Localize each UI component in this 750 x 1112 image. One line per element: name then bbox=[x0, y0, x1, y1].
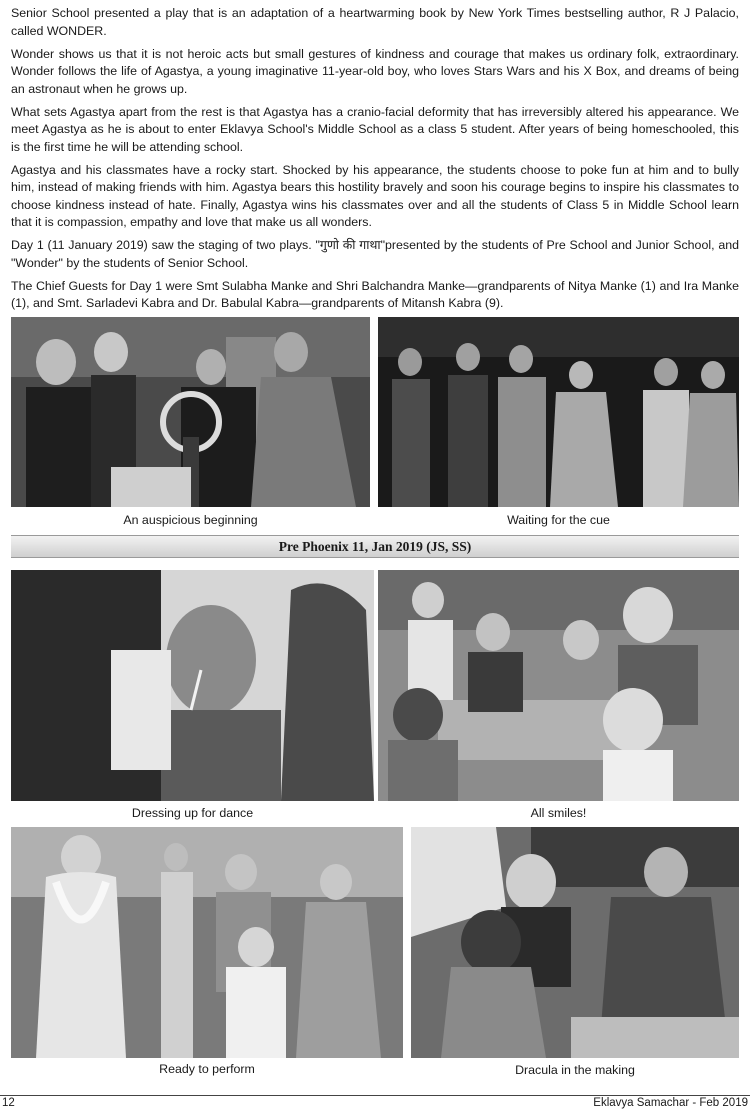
smiles-caption: All smiles! bbox=[530, 806, 587, 820]
stage-line-photo bbox=[378, 317, 739, 507]
publication-title: Eklavya Samachar - Feb 2019 bbox=[593, 1097, 748, 1109]
stage-line-caption: Waiting for the cue bbox=[507, 513, 610, 527]
event-banner: Pre Phoenix 11, Jan 2019 (JS, SS) bbox=[11, 535, 739, 558]
costumes-photo bbox=[11, 827, 403, 1058]
dracula-caption: Dracula in the making bbox=[515, 1063, 635, 1077]
smiles-photo bbox=[378, 570, 739, 801]
article-body bbox=[11, 5, 739, 318]
lamp-lighting-photo bbox=[11, 317, 370, 507]
article-paragraph: The Chief Guests for Day 1 were Smt Sulabha Manke and Shri Balchandra Manke—grandparents of Nitya Manke (1) and Ira Manke (1), and Smt. Sarladevi Kabra and Dr. Babulal Kabra—grandparents of Mitansh Kabra (9). bbox=[11, 278, 739, 310]
lamp-lighting-caption: An auspicious beginning bbox=[123, 513, 258, 527]
article-paragraph: Senior School presented a play that is an adaptation of a heartwarming book by New York Times bestselling author, R J Palacio, called WONDER. bbox=[11, 6, 739, 38]
costumes-caption: Ready to perform bbox=[159, 1062, 255, 1076]
article-paragraph: Agastya and his classmates have a rocky start. Shocked by his appearance, the students choose to poke fun at him and to bully him, instead of making friends with him. Agastya bears this hostility bravely and soon his courage begins to inspire his classmates to choose kindness instead of hate. Finally, Agastya wins his classmates over and all the students of Class 5 in Middle School learn that it is compassion, empathy and love that make us all wonders. bbox=[11, 162, 739, 229]
makeup-photo bbox=[11, 570, 374, 801]
footer-divider bbox=[0, 1095, 750, 1096]
dracula-photo bbox=[411, 827, 739, 1058]
article-paragraph: Day 1 (11 January 2019) saw the staging of two plays. "गुणो की गाथा"presented by the students of Pre School and Junior School, and "Wonder" by the students of Senior School. bbox=[11, 238, 739, 270]
article-paragraph: Wonder shows us that it is not heroic acts but small gestures of kindness and courage that makes us ordinary folk, extraordinary. Wonder follows the life of Agastya, a young imaginative 11-year-old boy, who loves Stars Wars and his X Box, and dreams of being an astronaut when he grows up. bbox=[11, 46, 739, 96]
makeup-caption: Dressing up for dance bbox=[131, 806, 254, 820]
article-paragraph: What sets Agastya apart from the rest is that Agastya has a cranio-facial deformity that has irreversibly altered his appearance. We meet Agastya as he is about to enter Eklavya School's Middle School as a class 5 student. After years of being homeschooled, this is the first time he will be attending school. bbox=[11, 104, 739, 154]
page-number: 12 bbox=[2, 1097, 15, 1109]
